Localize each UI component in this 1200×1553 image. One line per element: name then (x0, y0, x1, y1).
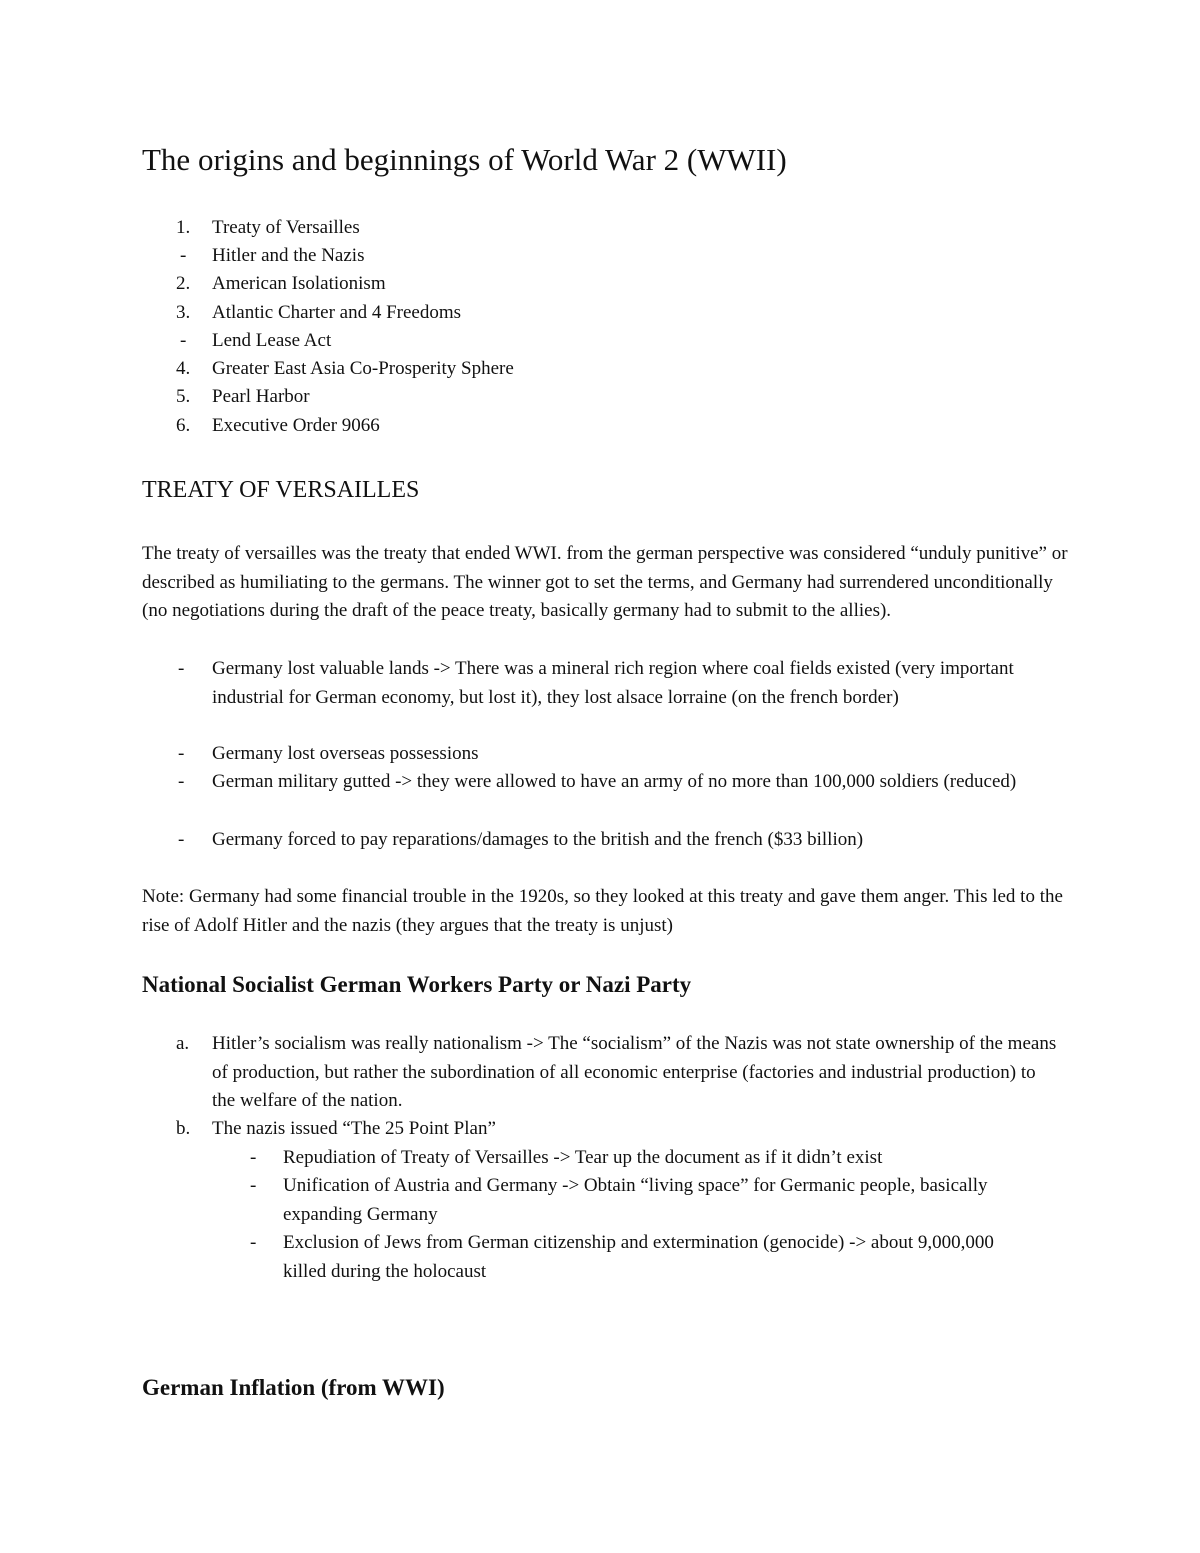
outline-item: Pearl Harbor (212, 386, 310, 407)
section-heading-nazi-party: National Socialist German Workers Party or Nazi Party (142, 972, 692, 997)
list-item: Hitler’s socialism was really nationalism -> The “socialism” of the Nazis was not state ownership of the means of production, but rather the subordination of all economic enterprise (factories and industrial production) to the welfare of the nation. (212, 1033, 1057, 1111)
bullet-marker: - (178, 771, 185, 792)
outline-marker: 1. (176, 217, 191, 238)
bullet-marker: - (178, 829, 185, 850)
outline-marker: 6. (176, 415, 191, 436)
document-title: The origins and beginnings of World War 2 (WWII) (142, 142, 787, 177)
bullet-marker: - (178, 743, 185, 764)
outline-item: American Isolationism (212, 273, 386, 294)
outline-marker: 3. (176, 302, 191, 323)
bullet-item: German military gutted -> they were allowed to have an army of no more than 100,000 soldiers (reduced) (212, 771, 1017, 792)
section-heading-treaty: TREATY OF VERSAILLES (142, 477, 420, 503)
outline-item: Treaty of Versailles (212, 217, 360, 238)
outline-item: Hitler and the Nazis (212, 245, 365, 266)
outline-item: Greater East Asia Co-Prosperity Sphere (212, 358, 514, 379)
list-item: The nazis issued “The 25 Point Plan” (212, 1118, 496, 1139)
outline-item: Executive Order 9066 (212, 415, 380, 436)
outline-marker: 2. (176, 273, 191, 294)
treaty-note-paragraph: Note: Germany had some financial trouble in the 1920s, so they looked at this treaty and gave them anger. This led to the rise of Adolf Hitler and the nazis (they argues that the treaty is unjust) (142, 886, 1063, 936)
outline-item: Atlantic Charter and 4 Freedoms (212, 302, 462, 323)
list-marker: b. (176, 1118, 191, 1139)
bullet-marker: - (178, 658, 185, 679)
sub-bullet-marker: - (250, 1232, 257, 1253)
outline-marker: - (180, 330, 187, 351)
bullet-item: Germany lost overseas possessions (212, 743, 479, 764)
treaty-intro-paragraph: The treaty of versailles was the treaty that ended WWI. from the german perspective was considered “unduly punitive” or described as humiliating to the germans. The winner got to set the terms, and Germany had surrendered unconditionally (no negotiations during the draft of the peace treaty, basically germany had to submit to the allies). (142, 543, 1068, 621)
outline-marker: 4. (176, 358, 191, 379)
bullet-item: Germany forced to pay reparations/damages to the british and the french ($33 billion) (212, 829, 864, 850)
section-heading-german-inflation: German Inflation (from WWI) (142, 1375, 445, 1400)
sub-bullet-item: Unification of Austria and Germany -> Obtain “living space” for Germanic people, basically expanding Germany (283, 1175, 988, 1225)
outline-marker: - (180, 245, 187, 266)
list-marker: a. (176, 1033, 190, 1054)
sub-bullet-item: Repudiation of Treaty of Versailles -> Tear up the document as if it didn’t exist (283, 1147, 883, 1168)
sub-bullet-item: Exclusion of Jews from German citizenship and extermination (genocide) -> about 9,000,000 killed during the holocaust (283, 1232, 994, 1282)
outline-item: Lend Lease Act (212, 330, 332, 351)
sub-bullet-marker: - (250, 1175, 257, 1196)
outline-marker: 5. (176, 386, 191, 407)
bullet-item: Germany lost valuable lands -> There was a mineral rich region where coal fields existed (very important industrial for German economy, but lost it), they lost alsace lorraine (on the french border) (212, 658, 1014, 708)
sub-bullet-marker: - (250, 1147, 257, 1168)
